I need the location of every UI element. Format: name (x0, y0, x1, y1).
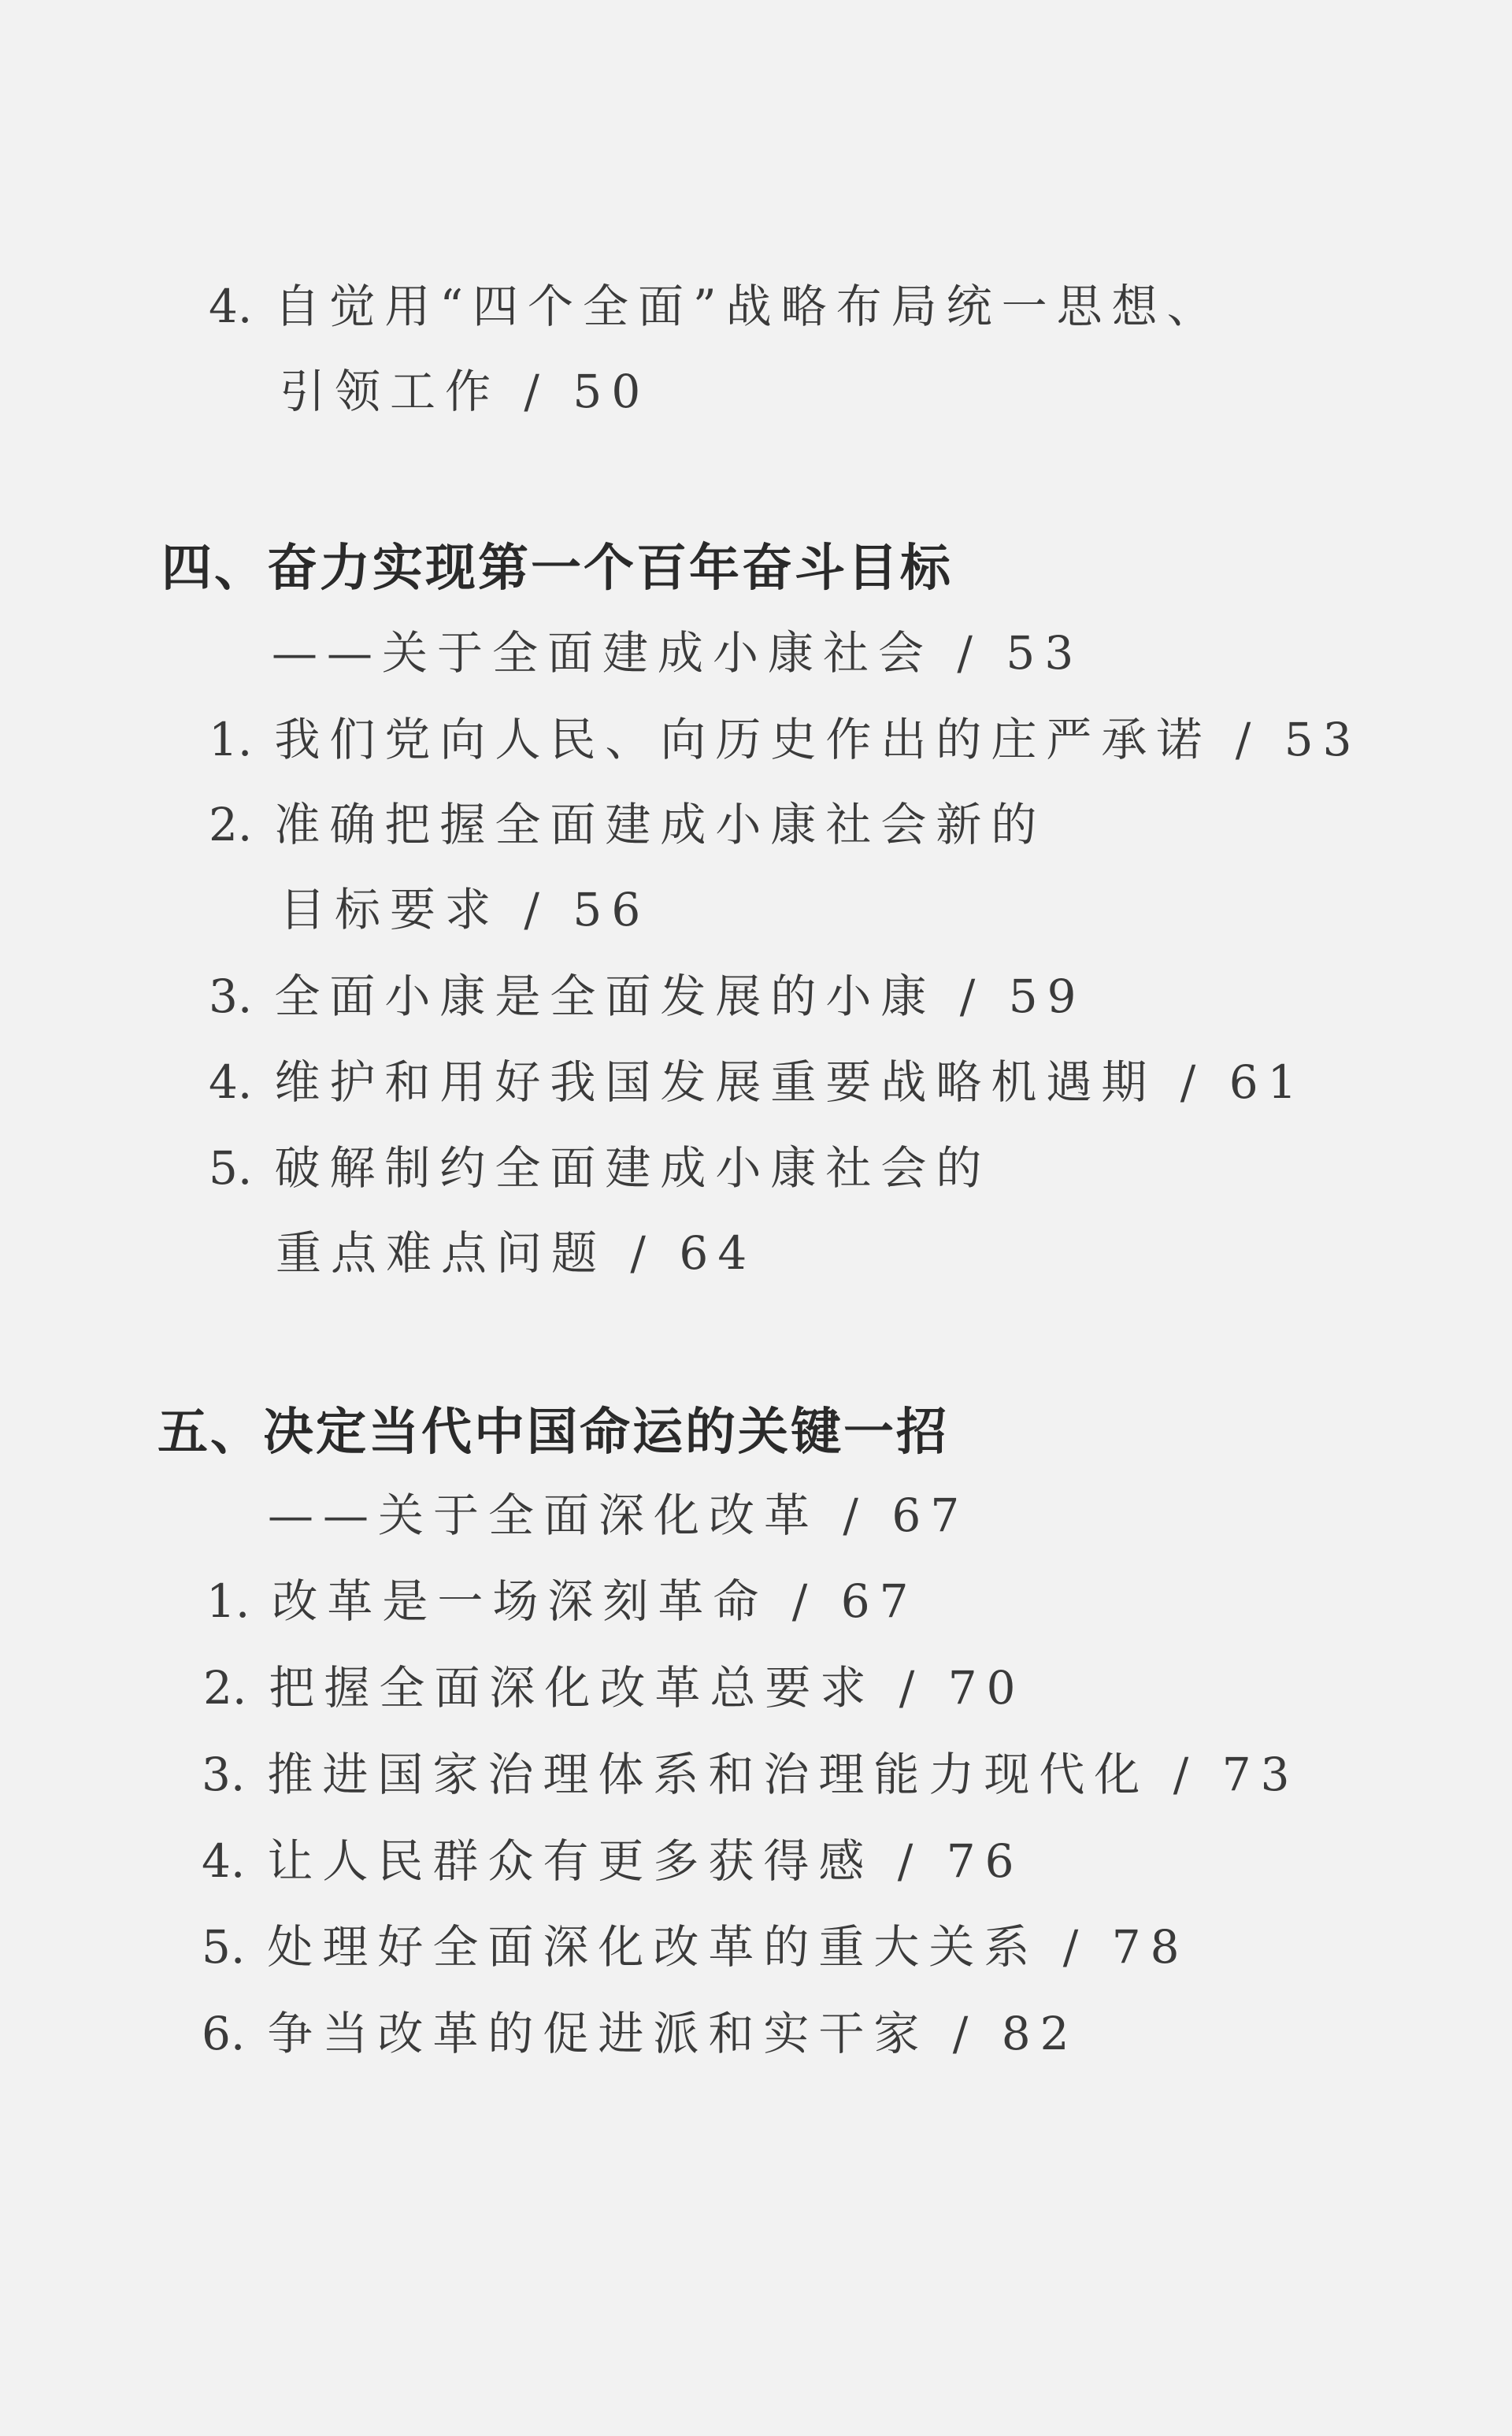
entry-number: 5. (202, 1920, 246, 1974)
entry-number: 1. (206, 1574, 250, 1628)
toc-entry-continuation (280, 883, 650, 936)
entry-number: 4. (209, 280, 253, 333)
toc-entry (202, 1748, 1299, 1801)
section-subtitle: ——关于全面建成小康社会 / 53 (272, 626, 1084, 680)
entry-text: 推进国家治理体系和治理能力现代化 / 73 (267, 1748, 1299, 1801)
entry-text: 目标要求 / 56 (280, 883, 650, 936)
toc-entry (202, 1834, 1024, 1888)
toc-entry (209, 1141, 991, 1195)
section-title: 五、决定当代中国命运的关键一招 (158, 1403, 949, 1462)
entry-text: 争当改革的促进派和实干家 / 82 (267, 2007, 1079, 2060)
toc-entry (209, 713, 1362, 766)
entry-number: 5. (209, 1141, 253, 1195)
entry-number: 1. (209, 713, 253, 766)
toc-entry (209, 1055, 1306, 1109)
toc-entry (202, 1920, 1189, 1974)
entry-number: 3. (202, 1748, 246, 1801)
entry-text: 让人民群众有更多获得感 / 76 (267, 1834, 1024, 1888)
entry-number: 3. (209, 970, 253, 1023)
toc-entry (209, 970, 1086, 1023)
entry-text: 破解制约全面建成小康社会的 (274, 1141, 991, 1195)
entry-text: 处理好全面深化改革的重大关系 / 78 (267, 1920, 1189, 1974)
entry-text: 把握全面深化改革总要求 / 70 (269, 1661, 1025, 1715)
entry-text: 全面小康是全面发展的小康 / 59 (274, 970, 1086, 1023)
entry-number: 2. (209, 798, 253, 851)
entry-text: 引领工作 / 50 (280, 365, 650, 418)
entry-text: 自觉用“四个全面”战略布局统一思想、 (274, 280, 1222, 333)
section-subtitle: ——关于全面深化改革 / 67 (268, 1489, 969, 1542)
toc-entry (209, 798, 1047, 851)
entry-text: 准确把握全面建成小康社会新的 (274, 798, 1047, 851)
toc-entry (203, 1661, 1025, 1715)
entry-text: 我们党向人民、向历史作出的庄严承诺 / 53 (274, 713, 1362, 766)
toc-entry (209, 280, 1222, 333)
entry-number: 4. (209, 1055, 253, 1109)
entry-text: 维护和用好我国发展重要战略机遇期 / 61 (274, 1055, 1306, 1109)
entry-number: 2. (203, 1661, 247, 1715)
toc-entry (202, 2007, 1079, 2060)
toc-entry-continuation (280, 365, 650, 418)
toc-entry (206, 1574, 918, 1628)
entry-text: 重点难点问题 / 64 (276, 1226, 757, 1280)
section-title: 四、奋力实现第一个百年奋斗目标 (161, 539, 953, 598)
entry-number: 4. (202, 1834, 246, 1888)
entry-number: 6. (202, 2007, 246, 2060)
toc-entry-continuation (276, 1226, 757, 1280)
entry-text: 改革是一场深刻革命 / 67 (272, 1574, 918, 1628)
